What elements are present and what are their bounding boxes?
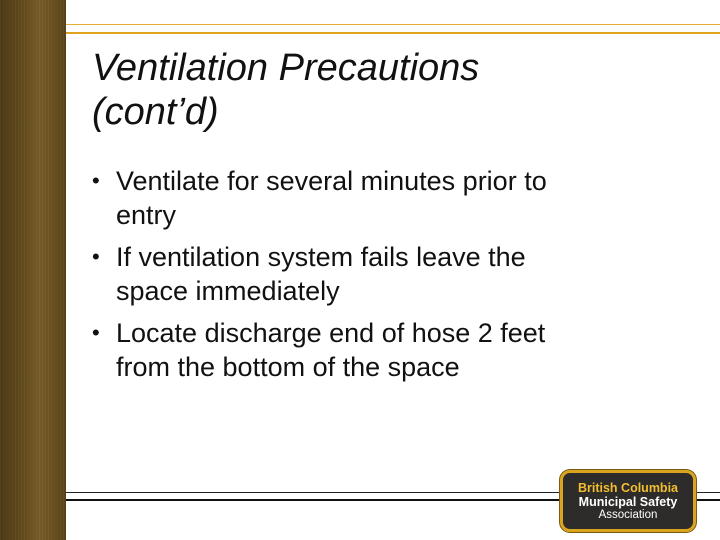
logo-line: British Columbia bbox=[577, 480, 678, 495]
slide-title bbox=[92, 46, 692, 134]
logo-line: Municipal Safety bbox=[578, 494, 678, 509]
title-line: (cont’d) bbox=[92, 91, 219, 133]
bullet-marker: • bbox=[92, 320, 100, 345]
bullet-line: Locate discharge end of hose 2 feet bbox=[116, 318, 546, 348]
bullet-item bbox=[92, 240, 676, 308]
bullet-line: Ventilate for several minutes prior to bbox=[116, 166, 547, 196]
bullet-marker: • bbox=[92, 244, 100, 269]
title-line: Ventilation Precautions bbox=[92, 47, 480, 89]
decorative-side-bar bbox=[0, 0, 66, 540]
logo-line: Association bbox=[598, 508, 658, 521]
bullet-line: If ventilation system fails leave the bbox=[116, 242, 526, 272]
top-divider-thick bbox=[66, 32, 720, 34]
bullet-line: entry bbox=[116, 200, 177, 230]
bcmsa-logo bbox=[560, 470, 696, 532]
bullet-item bbox=[92, 316, 676, 384]
bullet-line: space immediately bbox=[116, 276, 340, 306]
bullet-item bbox=[92, 164, 676, 232]
bullet-marker: • bbox=[92, 168, 100, 193]
bullet-line: from the bottom of the space bbox=[116, 352, 460, 382]
top-divider-thin bbox=[66, 24, 720, 25]
bullet-list bbox=[92, 164, 676, 392]
